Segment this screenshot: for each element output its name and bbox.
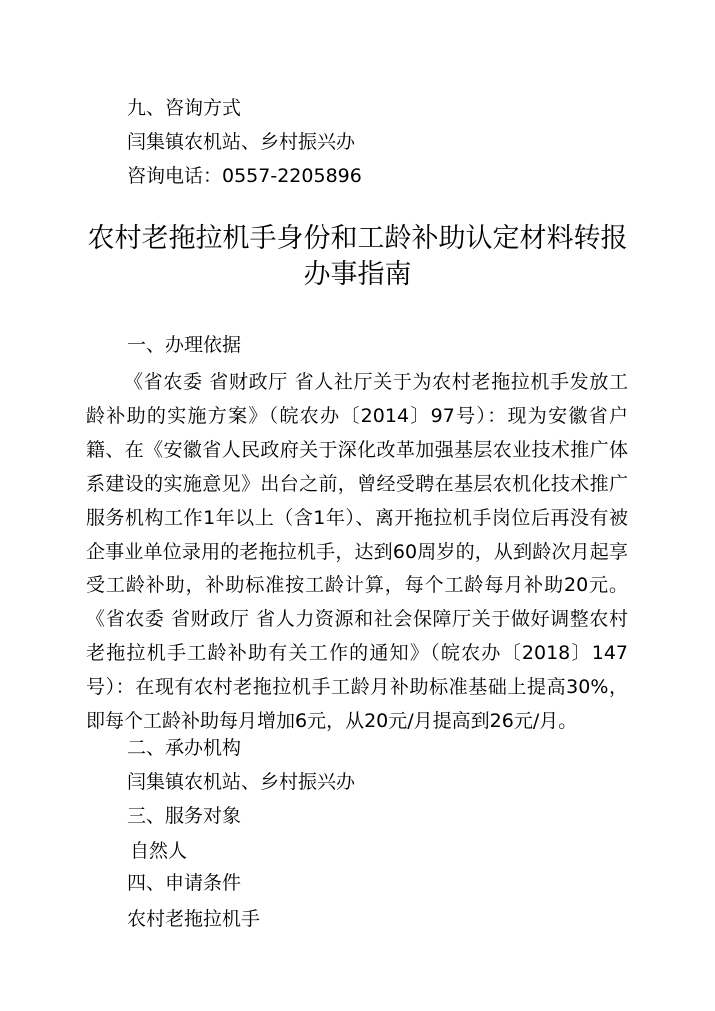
consult-heading: 九、咨询方式 (127, 97, 242, 119)
basis-body: 《省农委 省财政厅 省人社厅关于为农村老拖拉机手发放工龄补助的实施方案》（皖农办〔2014〕97号）：现为安徽省户籍、在《安徽省人民政府关于深化改革加强基层农业技术推广体系建设的实施意见》出台之前，曾经受聘在基层农机化技术推广服务机构工作1年以上（含1年）、离开拖拉机手岗位后再没有被企事业单位录用的老拖拉机手，达到60周岁的，从到龄次月起享受工龄补助，补助标准按工龄计算，每个工龄每月补助20元。《省农委 省财政厅 省人力资源和社会保障厅关于做好调整农村老拖拉机手工龄补助有关工作的通知》（皖农办〔2018〕147号）：在现有农村老拖拉机手工龄月补助标准基础上提高30%，即每个工龄补助每月增加6元，从20元/月提高到26元/月。 (86, 371, 628, 733)
basis-heading: 一、办理依据 (127, 334, 242, 356)
target-body: 自然人 (130, 840, 188, 862)
consult-org: 闫集镇农机站、乡村振兴办 (127, 131, 356, 153)
agency-body: 闫集镇农机站、乡村振兴办 (127, 771, 356, 793)
consult-phone: 咨询电话：0557-2205896 (127, 165, 362, 187)
target-heading: 三、服务对象 (127, 805, 242, 827)
guide-title-line1: 农村老拖拉机手身份和工龄补助认定材料转报 (87, 223, 628, 254)
guide-title-line2: 办事指南 (303, 259, 412, 290)
conditions-body: 农村老拖拉机手 (127, 908, 261, 930)
conditions-heading: 四、申请条件 (127, 872, 242, 894)
agency-heading: 二、承办机构 (127, 737, 242, 759)
